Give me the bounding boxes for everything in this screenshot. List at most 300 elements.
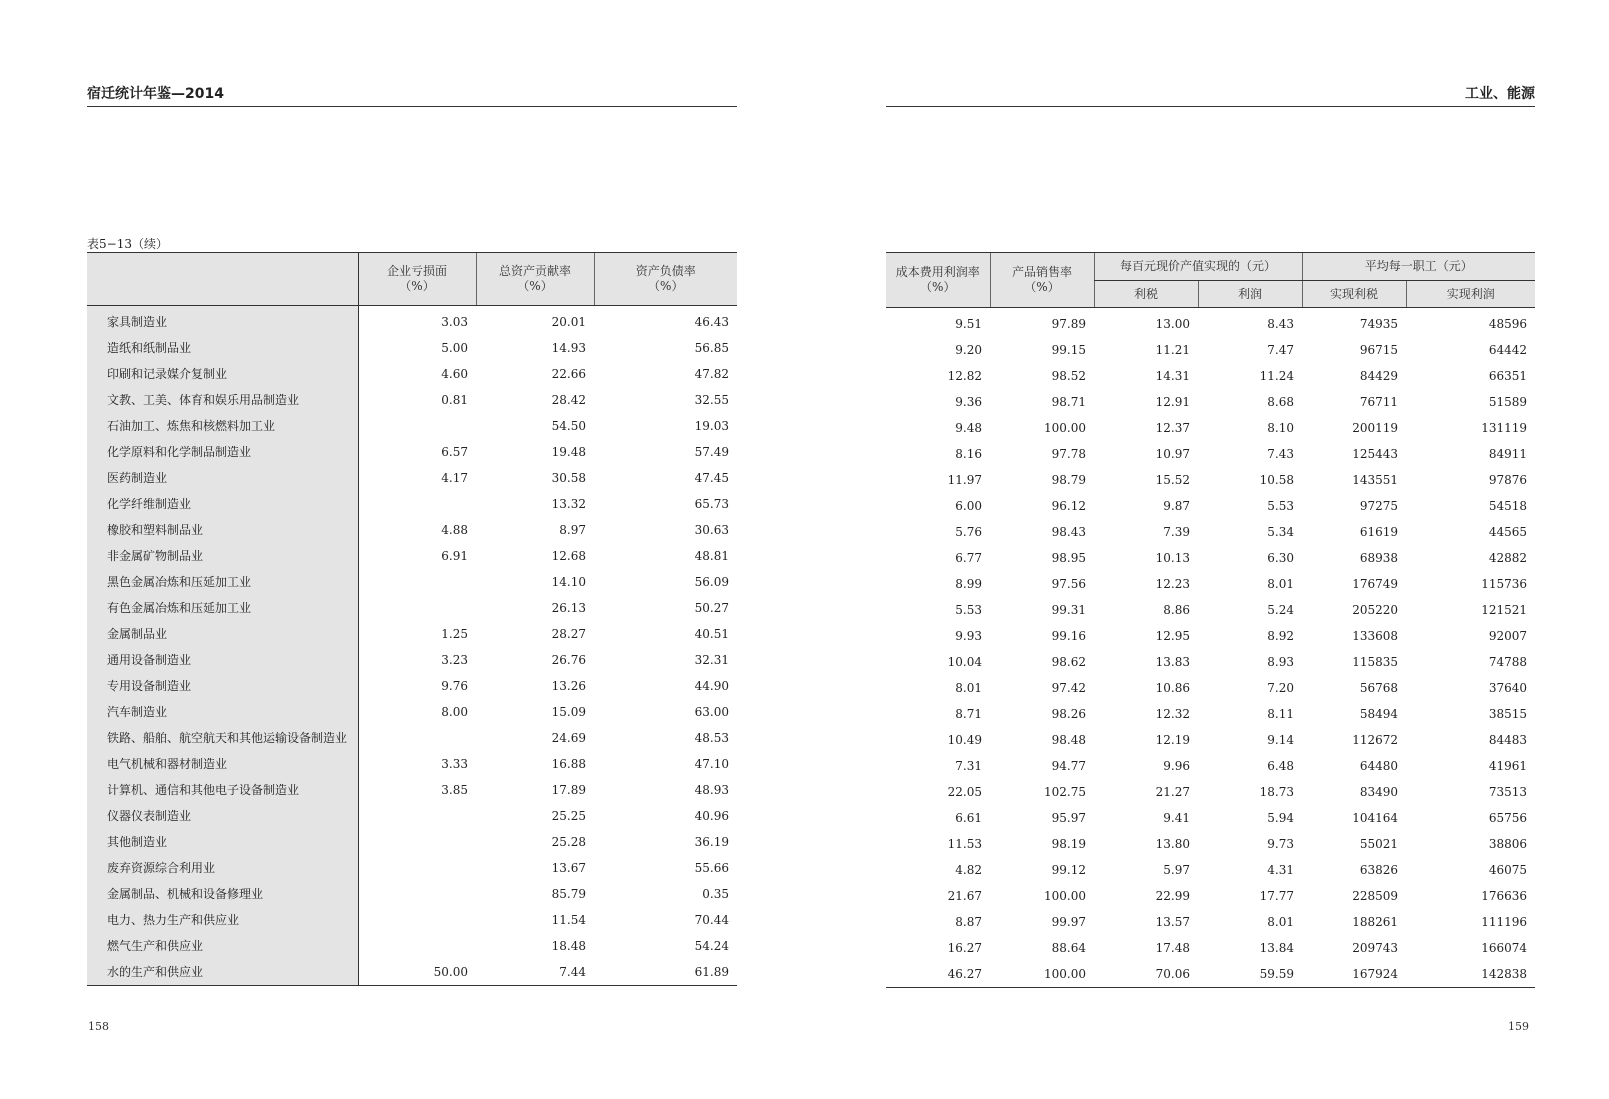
table-cell: 25.25 (551, 809, 586, 823)
table-cell: 16.27 (947, 941, 982, 955)
table-cell: 17.77 (1259, 889, 1295, 903)
header-profit-tax: 利税 (1094, 281, 1198, 308)
table-cell: 100.00 (990, 961, 1094, 988)
table-cell: 8.11 (1267, 707, 1295, 721)
industry-name: 废弃资源综合利用业 (87, 855, 358, 881)
table-cell: 22.66 (551, 367, 586, 381)
table-cell: 10.49 (947, 733, 982, 747)
table-cell: 4.88 (441, 523, 468, 537)
table-cell: 97.89 (1051, 317, 1086, 331)
table-cell: 55021 (1359, 837, 1399, 851)
industry-name: 造纸和纸制品业 (87, 335, 358, 361)
table-cell: 6.00 (955, 499, 982, 513)
table-row (87, 491, 737, 517)
table-cell: 84911 (1488, 447, 1528, 461)
table-cell: 142838 (1406, 961, 1535, 988)
table-cell: 28.27 (551, 627, 586, 641)
table-row (886, 961, 1535, 988)
table-cell: 121521 (1481, 603, 1528, 617)
table-cell: 8.01 (1267, 577, 1295, 591)
table-row (886, 909, 1535, 935)
table-cell: 70.44 (694, 913, 729, 927)
table-cell: 12.32 (1155, 707, 1190, 721)
table-cell: 84483 (1488, 733, 1528, 747)
table-cell (358, 907, 476, 933)
table-cell: 6.77 (955, 551, 982, 565)
table-cell: 41961 (1488, 759, 1528, 773)
table-cell: 6.30 (1267, 551, 1295, 565)
table-cell: 64442 (1488, 343, 1528, 357)
table-cell: 9.51 (955, 317, 982, 331)
table-row (886, 753, 1535, 779)
table-cell: 48.53 (694, 731, 729, 745)
table-cell: 30.63 (694, 523, 729, 537)
table-cell: 66351 (1488, 369, 1528, 383)
table-cell: 11.21 (1155, 343, 1190, 357)
table-cell: 63.00 (694, 705, 729, 719)
table-cell: 8.01 (1267, 915, 1295, 929)
table-cell: 111196 (1481, 915, 1528, 929)
table-cell: 36.19 (694, 835, 729, 849)
table-cell: 11.53 (947, 837, 982, 851)
table-cell: 228509 (1352, 889, 1399, 903)
table-cell: 47.45 (694, 471, 729, 485)
table-cell: 209743 (1352, 941, 1399, 955)
table-cell: 48.81 (694, 549, 729, 563)
table-cell: 12.95 (1155, 629, 1190, 643)
table-cell (358, 881, 476, 907)
table-row (886, 779, 1535, 805)
header-profit: 利润 (1198, 281, 1302, 308)
table-cell: 24.69 (551, 731, 586, 745)
table-row (87, 569, 737, 595)
table-row (87, 361, 737, 387)
header-industry-blank (87, 253, 358, 306)
table-cell: 98.79 (1051, 473, 1086, 487)
table-cell: 167924 (1302, 961, 1406, 988)
table-left (87, 252, 737, 986)
table-cell: 15.52 (1155, 473, 1190, 487)
table-cell: 5.53 (955, 603, 982, 617)
header-cost-profit-rate (886, 253, 990, 308)
table-cell: 6.61 (955, 811, 982, 825)
table-cell: 14.10 (551, 575, 586, 589)
table-cell: 14.31 (1155, 369, 1190, 383)
table-cell: 11.54 (551, 913, 586, 927)
table-cell: 8.01 (955, 681, 982, 695)
table-right (886, 252, 1535, 988)
table-cell: 0.35 (702, 887, 729, 901)
table-cell (358, 491, 476, 517)
table-cell: 99.31 (1051, 603, 1086, 617)
table-cell: 59.59 (1198, 961, 1302, 988)
table-cell: 28.42 (551, 393, 586, 407)
table-row (886, 389, 1535, 415)
table-cell: 97275 (1359, 499, 1399, 513)
table-row (87, 777, 737, 803)
table-row (87, 829, 737, 855)
table-cell: 47.82 (694, 367, 729, 381)
header-loss-ratio (358, 253, 476, 306)
table-cell (358, 933, 476, 959)
table-cell: 13.67 (551, 861, 586, 875)
header-label: 总资产贡献率 (498, 264, 571, 278)
table-row (87, 907, 737, 933)
table-cell: 11.24 (1259, 369, 1295, 383)
table-row (87, 387, 737, 413)
table-cell: 133608 (1352, 629, 1399, 643)
table-cell: 5.97 (1163, 863, 1190, 877)
table-cell: 22.99 (1155, 889, 1190, 903)
table-cell: 96715 (1359, 343, 1399, 357)
table-cell: 98.19 (1051, 837, 1086, 851)
table-cell: 8.10 (1267, 421, 1295, 435)
table-cell: 5.34 (1267, 525, 1295, 539)
table-cell: 68938 (1359, 551, 1399, 565)
header-unit: （%） (517, 279, 553, 293)
table-cell: 18.73 (1259, 785, 1295, 799)
header-unit: （%） (648, 279, 684, 293)
header-label: 资产负债率 (635, 264, 696, 278)
table-cell: 13.57 (1155, 915, 1190, 929)
table-cell (358, 829, 476, 855)
table-cell: 88.64 (1051, 941, 1086, 955)
table-cell: 61.89 (594, 959, 737, 986)
table-cell: 12.19 (1155, 733, 1190, 747)
table-row (886, 623, 1535, 649)
table-cell: 13.26 (551, 679, 586, 693)
industry-name: 金属制品业 (87, 621, 358, 647)
table-cell: 14.93 (551, 341, 586, 355)
header-label: 企业亏损面 (386, 264, 447, 278)
table-cell: 98.95 (1051, 551, 1086, 565)
header-worker-profit: 实现利润 (1406, 281, 1535, 308)
table-cell: 3.23 (441, 653, 468, 667)
table-cell: 98.43 (1051, 525, 1086, 539)
table-row (87, 543, 737, 569)
table-cell: 12.82 (947, 369, 982, 383)
table-row (87, 413, 737, 439)
table-row (886, 493, 1535, 519)
table-cell (358, 413, 476, 439)
table-cell: 13.80 (1155, 837, 1190, 851)
table-cell: 7.31 (955, 759, 982, 773)
table-row (886, 441, 1535, 467)
table-cell: 56768 (1359, 681, 1399, 695)
industry-name: 家具制造业 (87, 306, 358, 336)
industry-name: 非金属矿物制品业 (87, 543, 358, 569)
table-cell: 61619 (1359, 525, 1399, 539)
table-cell: 13.83 (1155, 655, 1190, 669)
table-cell: 7.39 (1163, 525, 1190, 539)
industry-name: 石油加工、炼焦和核燃料加工业 (87, 413, 358, 439)
table-row (87, 725, 737, 751)
industry-name: 燃气生产和供应业 (87, 933, 358, 959)
table-cell: 3.85 (441, 783, 468, 797)
table-cell: 5.76 (955, 525, 982, 539)
table-cell: 4.82 (955, 863, 982, 877)
table-cell: 13.00 (1155, 317, 1190, 331)
table-cell: 8.16 (955, 447, 982, 461)
table-cell: 50.27 (694, 601, 729, 615)
table-row (886, 649, 1535, 675)
table-cell: 6.48 (1267, 759, 1295, 773)
table-cell: 10.97 (1155, 447, 1190, 461)
table-cell: 40.51 (694, 627, 729, 641)
table-cell: 20.01 (551, 315, 586, 329)
table-cell: 205220 (1352, 603, 1399, 617)
header-worker-profit-tax: 实现利税 (1302, 281, 1406, 308)
table-cell (358, 569, 476, 595)
table-cell: 6.57 (441, 445, 468, 459)
table-cell: 18.48 (551, 939, 586, 953)
table-cell: 8.93 (1267, 655, 1295, 669)
table-cell: 38515 (1488, 707, 1528, 721)
table-row (886, 545, 1535, 571)
table-cell: 12.37 (1155, 421, 1190, 435)
table-cell: 9.93 (955, 629, 982, 643)
table-cell: 17.48 (1155, 941, 1190, 955)
table-row (87, 439, 737, 465)
table-cell (358, 725, 476, 751)
table-cell: 9.87 (1163, 499, 1190, 513)
table-cell: 19.03 (694, 419, 729, 433)
table-cell: 115835 (1352, 655, 1399, 669)
table-row (87, 335, 737, 361)
table-cell: 76711 (1359, 395, 1399, 409)
table-right-body (886, 308, 1535, 988)
industry-name: 黑色金属冶炼和压延加工业 (87, 569, 358, 595)
header-label: 产品销售率 (1011, 265, 1072, 279)
header-asset-contribution (476, 253, 594, 306)
table-cell: 100.00 (1044, 889, 1086, 903)
table-cell: 7.43 (1267, 447, 1295, 461)
industry-name: 金属制品、机械和设备修理业 (87, 881, 358, 907)
table-row (886, 805, 1535, 831)
table-cell: 21.27 (1155, 785, 1190, 799)
table-cell: 10.13 (1155, 551, 1190, 565)
industry-name: 水的生产和供应业 (87, 959, 358, 986)
table-row (87, 933, 737, 959)
page-number-right: 159 (1508, 1020, 1529, 1033)
page-number-left: 158 (88, 1020, 109, 1033)
industry-name: 文教、工美、体育和娱乐用品制造业 (87, 387, 358, 413)
table-cell: 5.94 (1267, 811, 1295, 825)
table-cell: 200119 (1352, 421, 1399, 435)
table-cell: 58494 (1359, 707, 1399, 721)
table-row (886, 415, 1535, 441)
table-cell: 3.03 (441, 315, 468, 329)
table-cell: 5.53 (1267, 499, 1295, 513)
table-cell: 12.23 (1155, 577, 1190, 591)
table-cell: 97.56 (1051, 577, 1086, 591)
table-cell: 25.28 (551, 835, 586, 849)
table-cell: 98.48 (1051, 733, 1086, 747)
table-cell: 8.71 (955, 707, 982, 721)
table-cell: 42882 (1488, 551, 1528, 565)
table-cell: 104164 (1352, 811, 1399, 825)
industry-name: 化学纤维制造业 (87, 491, 358, 517)
table-row (886, 831, 1535, 857)
table-cell: 12.68 (551, 549, 586, 563)
table-cell: 26.76 (551, 653, 586, 667)
table-cell: 47.10 (694, 757, 729, 771)
header-per-hundred-group: 每百元现价产值实现的（元） (1094, 253, 1302, 281)
table-row (87, 647, 737, 673)
table-row (886, 675, 1535, 701)
table-cell: 8.43 (1267, 317, 1295, 331)
table-cell: 11.97 (947, 473, 982, 487)
table-cell: 8.00 (441, 705, 468, 719)
table-cell: 74935 (1359, 317, 1399, 331)
table-cell: 98.26 (1051, 707, 1086, 721)
table-cell: 9.96 (1163, 759, 1190, 773)
table-row (886, 935, 1535, 961)
table-cell: 0.81 (441, 393, 468, 407)
table-cell: 9.48 (955, 421, 982, 435)
table-row (886, 883, 1535, 909)
table-row (886, 571, 1535, 597)
table-cell: 84429 (1359, 369, 1399, 383)
right-page (800, 0, 1609, 1099)
table-cell: 5.24 (1267, 603, 1295, 617)
table-cell: 46.43 (694, 315, 729, 329)
table-cell: 85.79 (551, 887, 586, 901)
table-cell: 50.00 (358, 959, 476, 986)
table-cell: 7.44 (476, 959, 594, 986)
running-head-left: 宿迁统计年鉴—2014 (87, 84, 737, 107)
table-row (886, 727, 1535, 753)
table-cell: 57.49 (694, 445, 729, 459)
header-sales-rate (990, 253, 1094, 308)
table-row (87, 881, 737, 907)
table-row (87, 517, 737, 543)
table-cell (358, 803, 476, 829)
table-cell: 8.68 (1267, 395, 1295, 409)
table-row (87, 803, 737, 829)
table-cell: 44565 (1488, 525, 1528, 539)
table-cell: 10.58 (1259, 473, 1295, 487)
table-cell: 115736 (1481, 577, 1528, 591)
header-unit: （%） (1024, 280, 1060, 294)
table-cell: 54518 (1488, 499, 1528, 513)
table-cell: 8.87 (955, 915, 982, 929)
industry-name: 其他制造业 (87, 829, 358, 855)
table-cell: 99.12 (1051, 863, 1086, 877)
table-cell: 143551 (1352, 473, 1399, 487)
industry-name: 电力、热力生产和供应业 (87, 907, 358, 933)
table-row (886, 308, 1535, 338)
industry-name: 通用设备制造业 (87, 647, 358, 673)
table-cell: 15.09 (551, 705, 586, 719)
industry-name: 汽车制造业 (87, 699, 358, 725)
table-row (886, 597, 1535, 623)
table-cell: 8.86 (1163, 603, 1190, 617)
table-cell: 38806 (1488, 837, 1528, 851)
table-cell: 44.90 (694, 679, 729, 693)
industry-name: 电气机械和器材制造业 (87, 751, 358, 777)
table-cell: 48.93 (694, 783, 729, 797)
table-cell: 188261 (1352, 915, 1399, 929)
table-cell: 1.25 (441, 627, 468, 641)
header-per-worker-group: 平均每一职工（元） (1302, 253, 1535, 281)
table-cell: 12.91 (1155, 395, 1190, 409)
table-cell: 22.05 (947, 785, 982, 799)
table-cell: 7.20 (1267, 681, 1295, 695)
table-cell: 99.97 (1051, 915, 1086, 929)
table-cell: 4.60 (441, 367, 468, 381)
table-cell: 51589 (1488, 395, 1528, 409)
industry-name: 专用设备制造业 (87, 673, 358, 699)
table-cell: 13.84 (1259, 941, 1295, 955)
header-debt-ratio (594, 253, 737, 306)
table-cell: 55.66 (694, 861, 729, 875)
table-cell: 99.16 (1051, 629, 1086, 643)
table-cell: 100.00 (1044, 421, 1086, 435)
table-cell: 37640 (1488, 681, 1528, 695)
table-row (87, 465, 737, 491)
table-cell: 94.77 (1051, 759, 1086, 773)
table-row (87, 751, 737, 777)
industry-name: 印刷和记录媒介复制业 (87, 361, 358, 387)
table-caption: 表5−13（续） (87, 237, 168, 251)
table-cell: 97.78 (1051, 447, 1086, 461)
table-row (87, 595, 737, 621)
industry-name: 仪器仪表制造业 (87, 803, 358, 829)
table-row (87, 959, 737, 986)
left-page (0, 0, 800, 1099)
table-cell: 63826 (1359, 863, 1399, 877)
table-cell: 46.27 (886, 961, 990, 988)
table-cell: 9.76 (441, 679, 468, 693)
table-cell: 21.67 (947, 889, 982, 903)
table-cell: 97.42 (1051, 681, 1086, 695)
table-cell: 96.12 (1051, 499, 1086, 513)
table-cell: 166074 (1481, 941, 1528, 955)
table-cell: 99.15 (1051, 343, 1086, 357)
table-cell: 8.99 (955, 577, 982, 591)
header-label: 成本费用利润率 (895, 265, 980, 279)
table-cell: 9.20 (955, 343, 982, 357)
table-cell: 4.17 (441, 471, 468, 485)
table-row (87, 306, 737, 336)
table-cell: 19.48 (551, 445, 586, 459)
table-row (87, 621, 737, 647)
table-cell: 54.50 (551, 419, 586, 433)
table-cell: 83490 (1359, 785, 1399, 799)
table-cell: 65.73 (694, 497, 729, 511)
table-cell: 4.31 (1267, 863, 1295, 877)
industry-name: 化学原料和化学制品制造业 (87, 439, 358, 465)
table-cell: 48596 (1488, 317, 1528, 331)
table-cell (358, 855, 476, 881)
table-cell: 9.36 (955, 395, 982, 409)
table-cell (358, 595, 476, 621)
table-cell: 65756 (1488, 811, 1528, 825)
table-cell: 70.06 (1094, 961, 1198, 988)
table-cell: 30.58 (551, 471, 586, 485)
table-cell: 98.62 (1051, 655, 1086, 669)
table-cell: 54.24 (694, 939, 729, 953)
table-cell: 32.31 (694, 653, 729, 667)
table-row (886, 467, 1535, 493)
table-cell: 112672 (1352, 733, 1399, 747)
table-cell: 64480 (1359, 759, 1399, 773)
table-cell: 92007 (1488, 629, 1528, 643)
table-cell: 6.91 (441, 549, 468, 563)
table-cell: 17.89 (551, 783, 586, 797)
table-cell: 9.41 (1163, 811, 1190, 825)
